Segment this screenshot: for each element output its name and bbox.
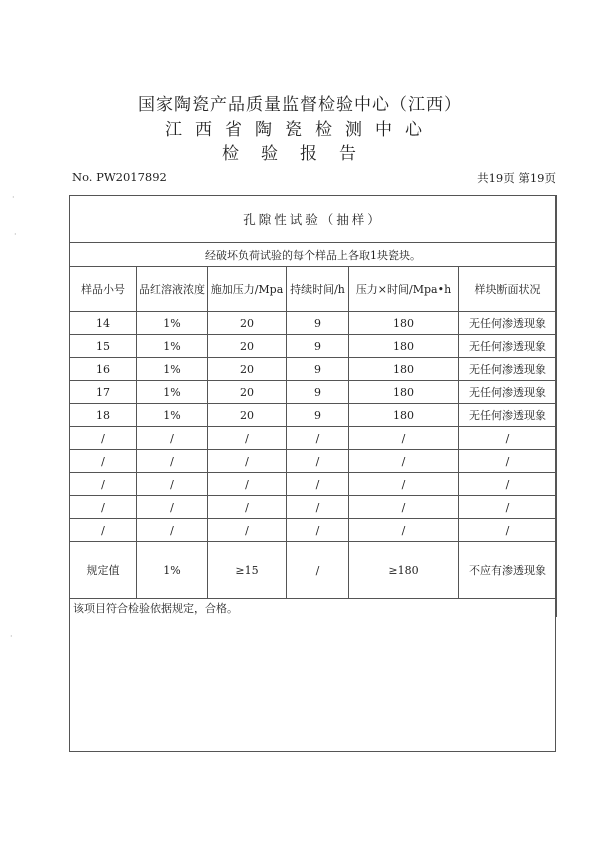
table-cell: 1% [137,381,208,404]
table-cell: / [70,427,137,450]
table-row [70,427,557,450]
table-cell: / [349,519,459,542]
table-cell: / [287,450,349,473]
table-cell: / [459,473,557,496]
spec-cell: / [287,542,349,599]
table-cell: 180 [349,312,459,335]
table-cell: / [70,450,137,473]
column-header: 压力×时间/Mpa•h [349,267,459,312]
column-header: 样块断面状况 [459,267,557,312]
table-cell: 18 [70,404,137,427]
table-cell: / [287,427,349,450]
table-cell: 1% [137,404,208,427]
column-header: 持续时间/h [287,267,349,312]
conclusion-text: 该项目符合检验依据规定，合格。 [70,599,557,618]
table-row [70,312,557,335]
report-header-institution: 国家陶瓷产品质量监督检验中心（江西） [138,95,462,115]
report-header-title: 检验报告 [222,144,378,164]
scan-mark: · [10,632,13,641]
table-cell: 无任何渗透现象 [459,312,557,335]
table-cell: / [349,427,459,450]
table-cell: 20 [208,358,287,381]
table-title: 孔隙性试验（抽样） [70,196,557,243]
table-cell: / [208,427,287,450]
table-row [70,335,557,358]
spec-cell: 不应有渗透现象 [459,542,557,599]
table-cell: / [208,496,287,519]
table-cell: 14 [70,312,137,335]
table-row [70,358,557,381]
spec-cell: 规定值 [70,542,137,599]
table-row [70,450,557,473]
table-cell: / [208,519,287,542]
table-row [70,519,557,542]
table-cell: 180 [349,358,459,381]
table-cell: / [459,450,557,473]
table-cell: / [137,427,208,450]
table-row [70,496,557,519]
scan-mark: · [14,230,17,239]
table-cell: 9 [287,381,349,404]
table-cell: / [459,519,557,542]
table-cell: 20 [208,335,287,358]
table-cell: 1% [137,335,208,358]
table-cell: / [208,473,287,496]
table-cell: 20 [208,404,287,427]
table-cell: 无任何渗透现象 [459,358,557,381]
table-cell: 20 [208,312,287,335]
table-cell: / [349,496,459,519]
report-number: No. PW2017892 [72,170,167,184]
report-header-center: 江西省陶瓷检测中心 [165,120,435,140]
table-cell: 180 [349,335,459,358]
table-cell: 9 [287,335,349,358]
spec-cell: ≥15 [208,542,287,599]
table-cell: 无任何渗透现象 [459,404,557,427]
column-header-row [70,267,557,312]
table-cell: / [349,450,459,473]
sampling-note: 经破坏负荷试验的每个样品上各取1块瓷块。 [70,243,557,267]
specification-row [70,542,557,599]
table-cell: 180 [349,381,459,404]
table-cell: / [70,496,137,519]
page-info: 共19页 第19页 [477,171,556,185]
table-row [70,404,557,427]
table-cell: 1% [137,312,208,335]
table-cell: / [287,473,349,496]
table-cell: 180 [349,404,459,427]
table-cell: / [459,496,557,519]
column-header: 品红溶液浓度 [137,267,208,312]
table-cell: / [70,519,137,542]
table-cell: / [137,473,208,496]
table-cell: 15 [70,335,137,358]
table-cell: / [137,496,208,519]
table-cell: 16 [70,358,137,381]
table-cell: / [70,473,137,496]
table-row [70,473,557,496]
porosity-test-table [69,195,557,617]
table-cell: / [459,427,557,450]
table-cell: 20 [208,381,287,404]
column-header: 施加压力/Mpa [208,267,287,312]
table-row [70,381,557,404]
spec-cell: ≥180 [349,542,459,599]
table-cell: 17 [70,381,137,404]
scan-mark: · [12,193,15,202]
table-cell: / [287,496,349,519]
table-cell: / [137,519,208,542]
table-cell: / [208,450,287,473]
table-cell: 无任何渗透现象 [459,381,557,404]
table-cell: / [287,519,349,542]
table-cell: / [349,473,459,496]
table-cell: 1% [137,358,208,381]
table-cell: 9 [287,404,349,427]
table-cell: / [137,450,208,473]
column-header: 样品小号 [70,267,137,312]
table-cell: 无任何渗透现象 [459,335,557,358]
table-cell: 9 [287,358,349,381]
table-cell: 9 [287,312,349,335]
spec-cell: 1% [137,542,208,599]
